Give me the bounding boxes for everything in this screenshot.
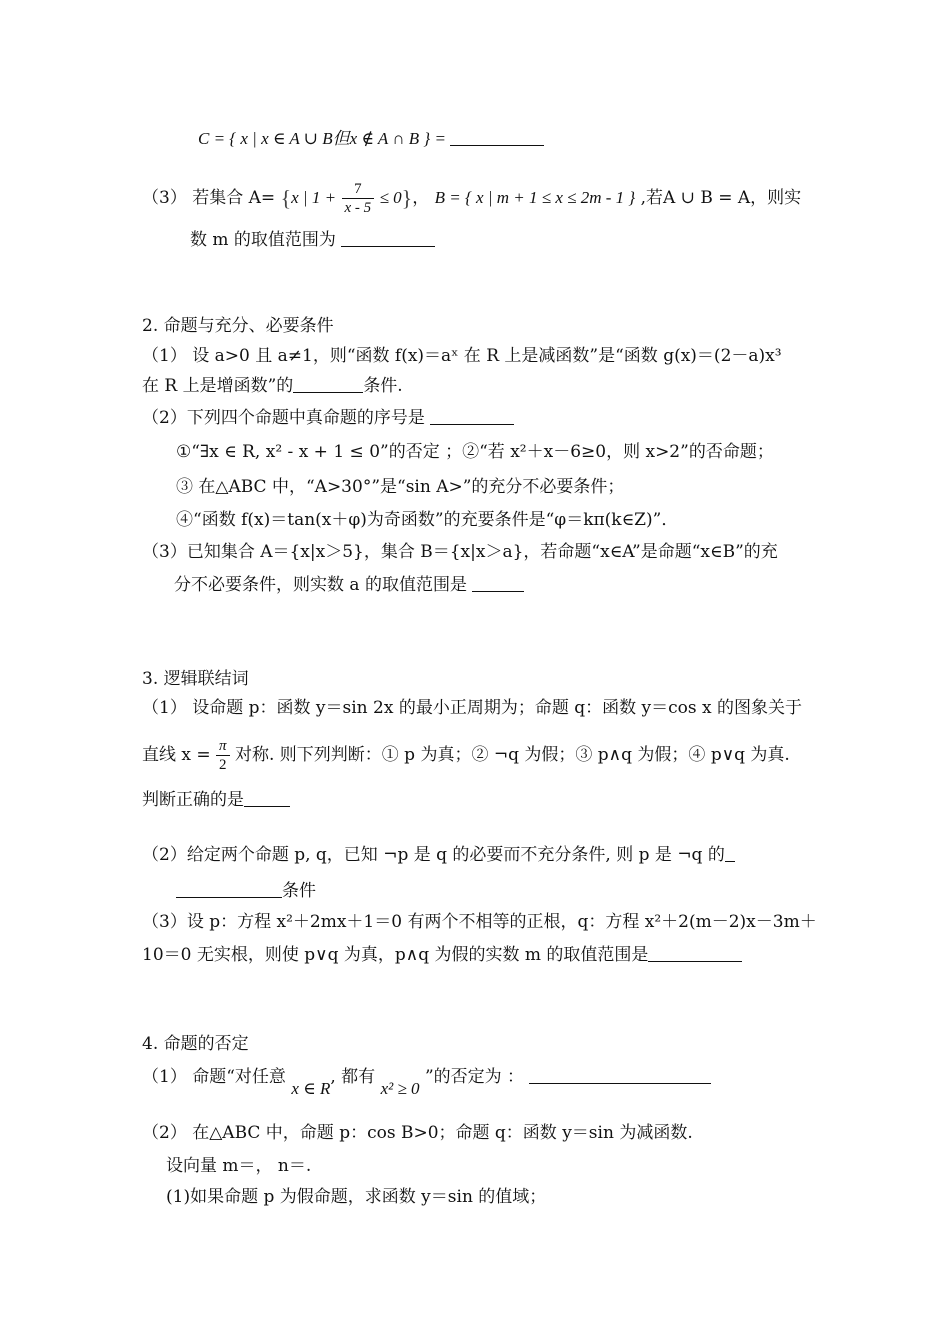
math-expression: x ∈ R	[291, 1079, 331, 1098]
set-b: B = { x | m + 1 ≤ x ≤ 2m - 1 }	[434, 188, 636, 207]
question-3-1-line1: （1） 设命题 p：函数 y＝sin 2x 的最小正周期为；命题 q：函数 y＝cos x 的图象关于	[142, 698, 803, 718]
answer-blank[interactable]	[176, 879, 282, 898]
question-3-1-line3	[142, 788, 290, 812]
fraction	[342, 180, 375, 217]
question-2-2-item1: ①“∃x ∈ R, x² - x + 1 ≤ 0”的否定 ；②“若 x²＋x－6≥0，则 x>2”的否命题；	[176, 442, 774, 462]
question-text: （2）给定两个命题 p, q，已知 ¬p 是 q 的必要而不充分条件, 则 p 是 ¬q 的	[142, 845, 725, 865]
section-3-title: 3. 逻辑联结词	[142, 669, 249, 689]
question-text: （1） 命题“对任意	[142, 1067, 286, 1087]
fraction-denominator: x - 5	[344, 200, 372, 216]
set-a-right: ≤ 0	[379, 188, 402, 207]
left-brace: {	[280, 185, 292, 211]
question-text: ”的否定为 ：	[424, 1067, 525, 1087]
answer-blank[interactable]	[648, 943, 742, 962]
section-2-title: 2. 命题与充分、必要条件	[142, 316, 334, 336]
question-2-2-item3: ③ 在△ABC 中，“A>30°”是“sin A>”的充分不必要条件；	[176, 477, 625, 497]
question-text: 对称. 则下列判断：① p 为真；② ¬q 为假；③ p∧q 为假；④ p∨q 为真.	[234, 745, 790, 765]
math-expression: x² ≥ 0	[380, 1079, 420, 1098]
answer-blank[interactable]	[472, 573, 524, 592]
question-text: 若集合 A=	[192, 188, 276, 208]
question-text: 直线 x =	[142, 745, 211, 765]
question-4-1	[142, 1065, 711, 1098]
right-brace: }	[401, 185, 413, 211]
question-text: （2）下列四个命题中真命题的序号是	[142, 408, 425, 428]
question-text: 在 R 上是增函数”的	[142, 376, 294, 396]
answer-blank[interactable]	[450, 127, 544, 146]
set-a-left: x | 1 +	[291, 188, 337, 207]
set-c-definition	[198, 127, 544, 151]
question-text: 数 m 的取值范围为	[190, 230, 336, 250]
fraction-numerator: 7	[342, 180, 375, 199]
question-text: 条件.	[363, 376, 403, 396]
fraction-denominator: 2	[219, 757, 227, 773]
question-2-1-line2	[142, 374, 403, 398]
answer-blank-part[interactable]	[725, 843, 735, 862]
question-2-2-item4: ④“函数 f(x)＝tan(x＋φ)为奇函数”的充要条件是“φ＝kπ(k∈Z)”．	[176, 510, 679, 530]
question-3-1-line2	[142, 737, 790, 774]
question-text: 10＝0 无实根，则使 p∨q 为真，p∧q 为假的实数 m 的取值范围是	[142, 945, 649, 965]
question-number: （3）	[142, 188, 187, 208]
answer-blank[interactable]	[244, 788, 290, 807]
fraction-numerator: π	[216, 737, 230, 756]
question-1-3-line2	[190, 228, 435, 252]
question-3-2-line2	[176, 879, 316, 903]
question-4-2-line3: (1)如果命题 p 为假命题，求函数 y＝sin 的值域；	[166, 1187, 547, 1207]
question-2-3-line1: （3）已知集合 A＝{x|x＞5}，集合 B＝{x|x＞a}，若命题“x∈A”是命题“x∈B”的充	[142, 542, 778, 562]
section-4-title: 4. 命题的否定	[142, 1034, 249, 1054]
question-3-3-line2	[142, 943, 742, 967]
question-text: 判断正确的是	[142, 790, 244, 810]
question-3-2-line1	[142, 843, 735, 867]
answer-blank[interactable]	[293, 374, 363, 393]
set-c-text: C = { x | x ∈ A ∪ B但x ∉ A ∩ B } =	[198, 129, 446, 148]
question-2-2	[142, 406, 514, 430]
fraction	[216, 737, 230, 774]
question-2-3-line2	[174, 573, 524, 597]
question-text: , 都有	[330, 1067, 376, 1087]
question-3-3-line1: （3）设 p：方程 x²＋2mx＋1＝0 有两个不相等的正根，q：方程 x²＋2(m－2)x－3m＋	[142, 912, 817, 932]
answer-blank[interactable]	[430, 406, 514, 425]
question-4-2-line1: （2） 在△ABC 中，命题 p：cos B>0；命题 q：函数 y＝sin 为减函数.	[142, 1123, 693, 1143]
question-4-2-line2: 设向量 m＝， n＝.	[166, 1156, 312, 1176]
answer-blank[interactable]	[341, 228, 435, 247]
question-2-1-line1: （1） 设 a>0 且 a≠1，则“函数 f(x)＝aˣ 在 R 上是减函数”是“函数 g(x)＝(2－a)x³	[142, 346, 782, 366]
question-text: 分不必要条件，则实数 a 的取值范围是	[174, 575, 467, 595]
question-text: 条件	[282, 881, 316, 901]
question-1-3: （3） 若集合 A= {x | 1 + $\frac{7}{x - 5}$ ≤ 0}， B = { x | m + 1 ≤ x ≤ 2m - 1 } ,若A ∪ B = A，则实	[142, 181, 802, 216]
answer-blank[interactable]	[529, 1065, 711, 1084]
condition-text: ,若A ∪ B = A，则实	[640, 188, 802, 208]
